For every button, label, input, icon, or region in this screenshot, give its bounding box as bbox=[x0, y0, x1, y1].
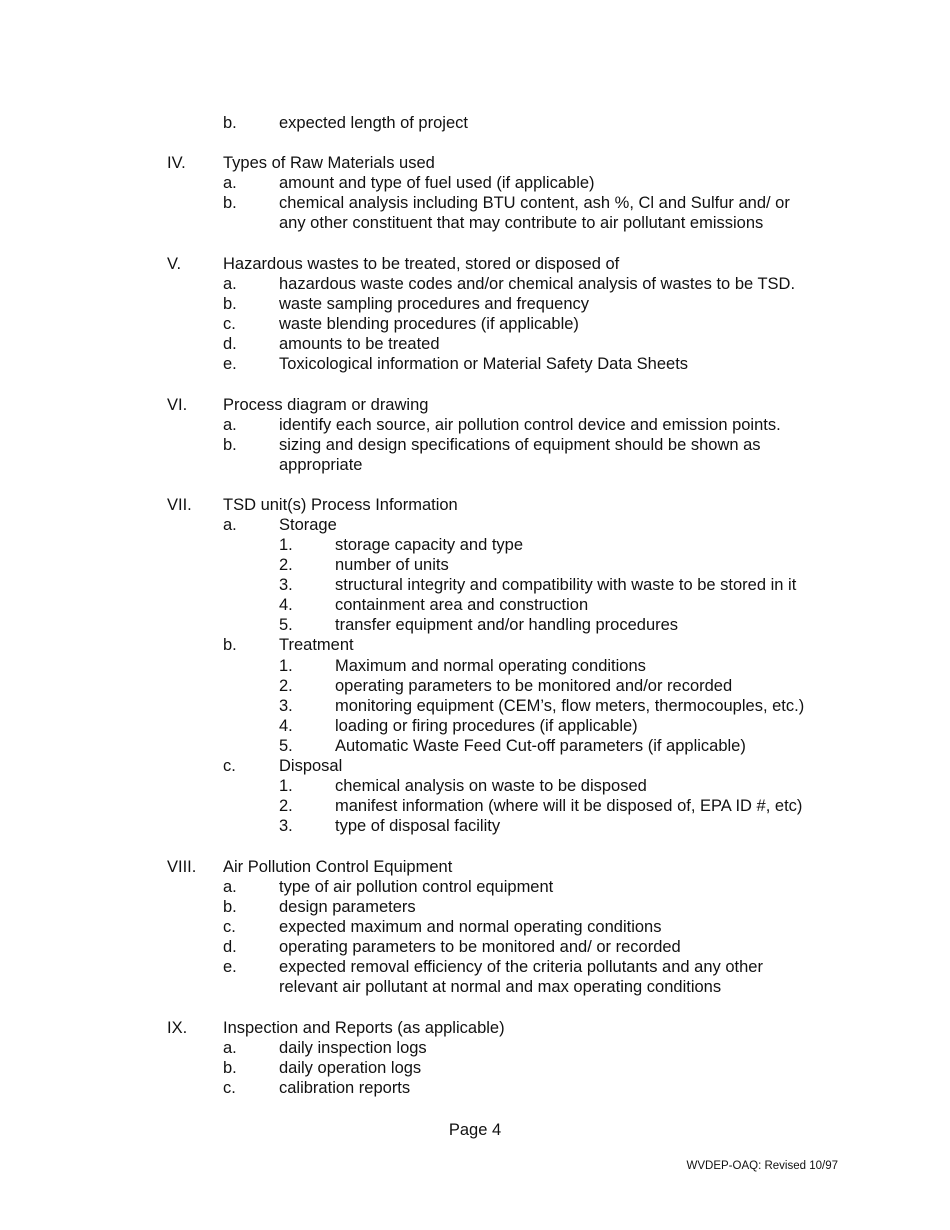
item-text: expected removal efficiency of the criteria pollutants and any other bbox=[279, 958, 763, 976]
item-label: d. bbox=[223, 335, 237, 353]
subitem-text: containment area and construction bbox=[335, 596, 589, 614]
item-text: Storage bbox=[279, 516, 337, 534]
item-text-continued: any other constituent that may contribute to air pollutant emissions bbox=[279, 214, 764, 232]
section-numeral: VIII. bbox=[167, 858, 197, 876]
subitem-label: 1. bbox=[279, 536, 293, 554]
item-text: daily inspection logs bbox=[279, 1039, 427, 1057]
subitem-text: operating parameters to be monitored and/or recorded bbox=[335, 677, 733, 695]
subitem-label: 3. bbox=[279, 817, 293, 835]
item-label: a. bbox=[223, 516, 237, 534]
section-title: Process diagram or drawing bbox=[223, 396, 429, 414]
item-text: Toxicological information or Material Safety Data Sheets bbox=[279, 355, 689, 373]
item-text-continued: appropriate bbox=[279, 456, 363, 474]
subitem-label: 2. bbox=[279, 556, 293, 574]
item-text: hazardous waste codes and/or chemical analysis of wastes to be TSD. bbox=[279, 275, 796, 293]
item-label: c. bbox=[223, 757, 236, 775]
item-text: sizing and design specifications of equipment should be shown as bbox=[279, 436, 761, 454]
subitem-label: 3. bbox=[279, 697, 293, 715]
section-numeral: IV. bbox=[167, 154, 186, 172]
item-text: design parameters bbox=[279, 898, 416, 916]
subitem-label: 5. bbox=[279, 616, 293, 634]
item-label: c. bbox=[223, 1079, 236, 1097]
subitem-text: Automatic Waste Feed Cut-off parameters (if applicable) bbox=[335, 737, 746, 755]
subitem-label: 2. bbox=[279, 797, 293, 815]
item-label: a. bbox=[223, 275, 237, 293]
item-label: a. bbox=[223, 878, 237, 896]
item-text: identify each source, air pollution control device and emission points. bbox=[279, 416, 781, 434]
item-label: c. bbox=[223, 918, 236, 936]
subitem-text: manifest information (where will it be disposed of, EPA ID #, etc) bbox=[335, 797, 803, 815]
subitem-text: storage capacity and type bbox=[335, 536, 524, 554]
item-label: b. bbox=[223, 295, 237, 313]
item-label: d. bbox=[223, 938, 237, 956]
subitem-label: 5. bbox=[279, 737, 293, 755]
section-numeral: V. bbox=[167, 255, 182, 273]
section-numeral: IX. bbox=[167, 1019, 188, 1037]
subitem-text: loading or firing procedures (if applicable) bbox=[335, 717, 638, 735]
section-title: TSD unit(s) Process Information bbox=[223, 496, 458, 514]
subitem-text: number of units bbox=[335, 556, 449, 574]
continuation-text: expected length of project bbox=[279, 114, 468, 132]
subitem-label: 4. bbox=[279, 717, 293, 735]
item-text: Treatment bbox=[279, 636, 354, 654]
subitem-text: monitoring equipment (CEM’s, flow meters, thermocouples, etc.) bbox=[335, 697, 805, 715]
item-label: a. bbox=[223, 416, 237, 434]
section-title: Air Pollution Control Equipment bbox=[223, 858, 453, 876]
item-label: e. bbox=[223, 355, 237, 373]
item-text: chemical analysis including BTU content, ash %, Cl and Sulfur and/ or bbox=[279, 194, 790, 212]
item-text: waste blending procedures (if applicable) bbox=[279, 315, 579, 333]
section-title: Types of Raw Materials used bbox=[223, 154, 435, 172]
continuation-label: b. bbox=[223, 114, 237, 132]
item-text-continued: relevant air pollutant at normal and max operating conditions bbox=[279, 978, 722, 996]
item-text: operating parameters to be monitored and/ or recorded bbox=[279, 938, 681, 956]
page-number: Page 4 bbox=[448, 1121, 502, 1139]
section-title: Inspection and Reports (as applicable) bbox=[223, 1019, 505, 1037]
subitem-text: structural integrity and compatibility with waste to be stored in it bbox=[335, 576, 797, 594]
section-title: Hazardous wastes to be treated, stored or disposed of bbox=[223, 255, 620, 273]
section-numeral: VII. bbox=[167, 496, 192, 514]
subitem-label: 1. bbox=[279, 657, 293, 675]
item-text: calibration reports bbox=[279, 1079, 411, 1097]
item-text: daily operation logs bbox=[279, 1059, 422, 1077]
item-label: b. bbox=[223, 1059, 237, 1077]
subitem-text: Maximum and normal operating conditions bbox=[335, 657, 646, 675]
item-text: amount and type of fuel used (if applicable) bbox=[279, 174, 595, 192]
subitem-label: 3. bbox=[279, 576, 293, 594]
item-text: type of air pollution control equipment bbox=[279, 878, 554, 896]
item-label: b. bbox=[223, 194, 237, 212]
item-label: b. bbox=[223, 636, 237, 654]
subitem-label: 2. bbox=[279, 677, 293, 695]
item-label: a. bbox=[223, 174, 237, 192]
item-text: amounts to be treated bbox=[279, 335, 440, 353]
item-text: Disposal bbox=[279, 757, 343, 775]
item-label: e. bbox=[223, 958, 237, 976]
item-label: c. bbox=[223, 315, 236, 333]
section-numeral: VI. bbox=[167, 396, 188, 414]
item-label: a. bbox=[223, 1039, 237, 1057]
item-text: expected maximum and normal operating conditions bbox=[279, 918, 662, 936]
item-label: b. bbox=[223, 436, 237, 454]
subitem-text: transfer equipment and/or handling procedures bbox=[335, 616, 679, 634]
revision-note: WVDEP-OAQ: Revised 10/97 bbox=[686, 1160, 838, 1172]
item-label: b. bbox=[223, 898, 237, 916]
subitem-text: chemical analysis on waste to be disposed bbox=[335, 777, 647, 795]
subitem-text: type of disposal facility bbox=[335, 817, 501, 835]
item-text: waste sampling procedures and frequency bbox=[279, 295, 590, 313]
subitem-label: 1. bbox=[279, 777, 293, 795]
subitem-label: 4. bbox=[279, 596, 293, 614]
